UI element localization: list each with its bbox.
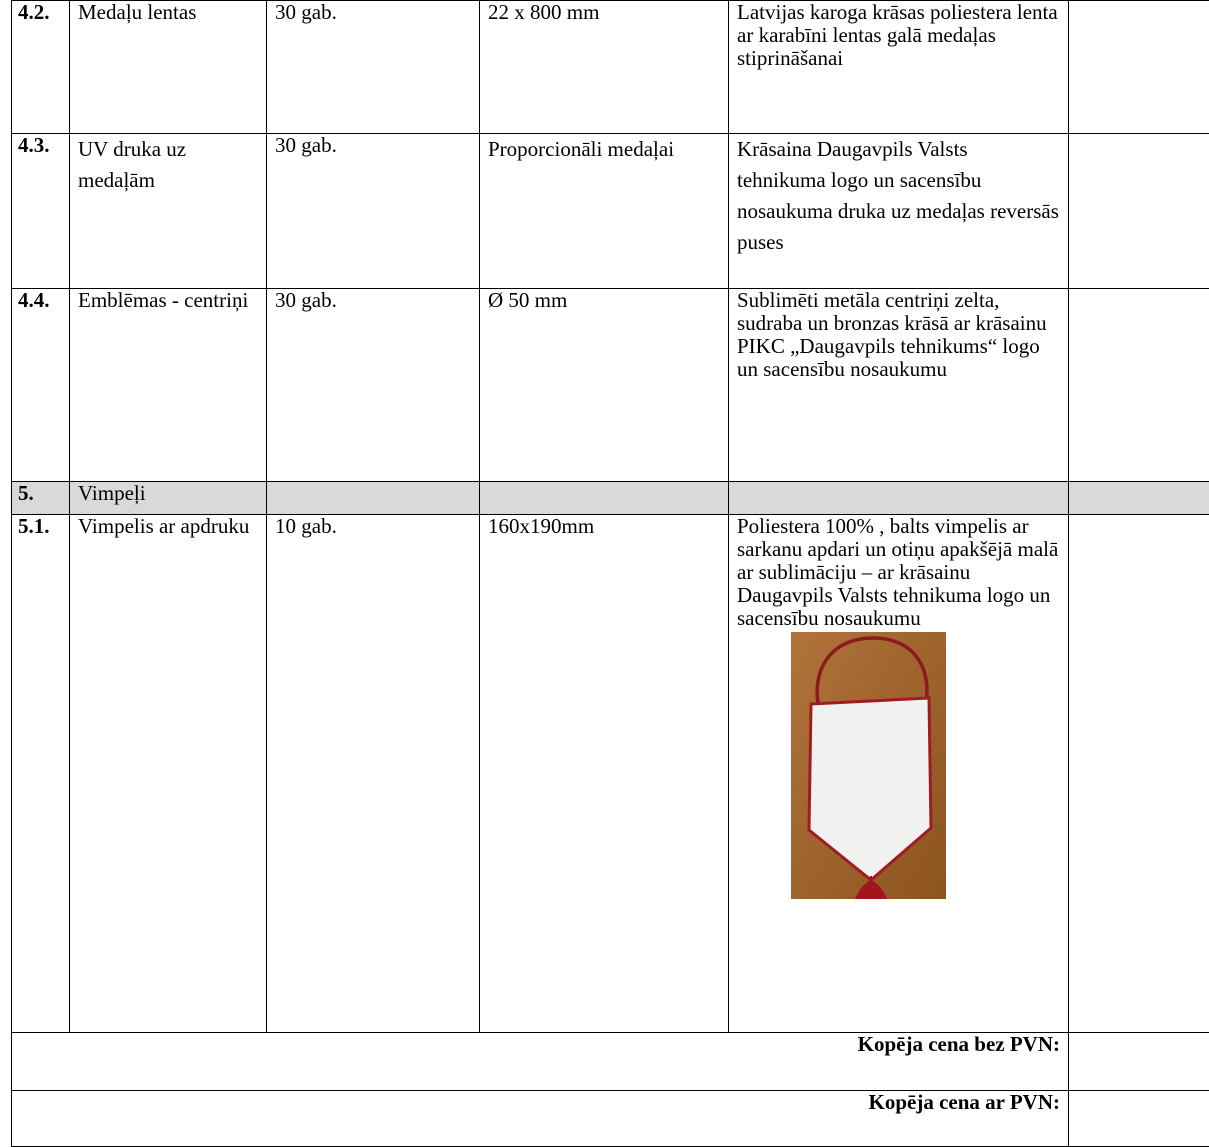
section-number: 5. xyxy=(12,482,70,515)
item-name: UV druka uz medaļām xyxy=(70,134,267,289)
table-row xyxy=(12,1,1209,134)
item-description: Krāsaina Daugavpils Valsts tehnikuma logo un sacensību nosaukuma druka uz medaļas reversās puses xyxy=(729,134,1069,289)
item-quantity: 10 gab. xyxy=(267,515,480,1033)
total-with-vat-label: Kopēja cena ar PVN: xyxy=(12,1091,1069,1147)
total-without-vat-label: Kopēja cena bez PVN: xyxy=(12,1033,1069,1091)
item-size: 22 x 800 mm xyxy=(480,1,729,134)
item-number: 4.4. xyxy=(12,289,70,482)
table-row xyxy=(12,515,1209,1033)
price-cell xyxy=(1069,1,1209,134)
item-size: 160x190mm xyxy=(480,515,729,1033)
total-row xyxy=(12,1033,1209,1091)
specification-table xyxy=(11,0,1209,1147)
item-number: 4.3. xyxy=(12,134,70,289)
item-size: Ø 50 mm xyxy=(480,289,729,482)
pennant-photo xyxy=(791,632,946,899)
total-row xyxy=(12,1091,1209,1147)
item-description: Latvijas karoga krāsas poliestera lenta ar karabīni lentas galā medaļas stiprināšanai xyxy=(729,1,1069,134)
total-without-vat-value xyxy=(1069,1033,1209,1091)
price-cell xyxy=(1069,289,1209,482)
item-name: Medaļu lentas xyxy=(70,1,267,134)
price-cell xyxy=(1069,134,1209,289)
item-description: Sublimēti metāla centriņi zelta, sudraba un bronzas krāsā ar krāsainu PIKC „Daugavpils tehnikums“ logo un sacensību nosaukumu xyxy=(729,289,1069,482)
item-description: Poliestera 100% , balts vimpelis ar sarkanu apdari un otiņu apakšējā malā ar sublimāciju – ar krāsainu Daugavpils Valsts tehnikuma logo un sacensību nosaukumu xyxy=(737,515,1060,630)
item-number: 4.2. xyxy=(12,1,70,134)
item-name: Emblēmas - centriņi xyxy=(70,289,267,482)
section-title: Vimpeļi xyxy=(70,482,267,515)
item-number: 5.1. xyxy=(12,515,70,1033)
price-cell xyxy=(1069,515,1209,1033)
table-row xyxy=(12,134,1209,289)
table-row xyxy=(12,289,1209,482)
item-quantity: 30 gab. xyxy=(267,1,480,134)
section-row xyxy=(12,482,1209,515)
item-quantity: 30 gab. xyxy=(267,289,480,482)
item-size: Proporcionāli medaļai xyxy=(480,134,729,289)
total-with-vat-value xyxy=(1069,1091,1209,1147)
item-name: Vimpelis ar apdruku xyxy=(70,515,267,1033)
item-description-cell xyxy=(729,515,1069,1033)
item-quantity: 30 gab. xyxy=(267,134,480,289)
